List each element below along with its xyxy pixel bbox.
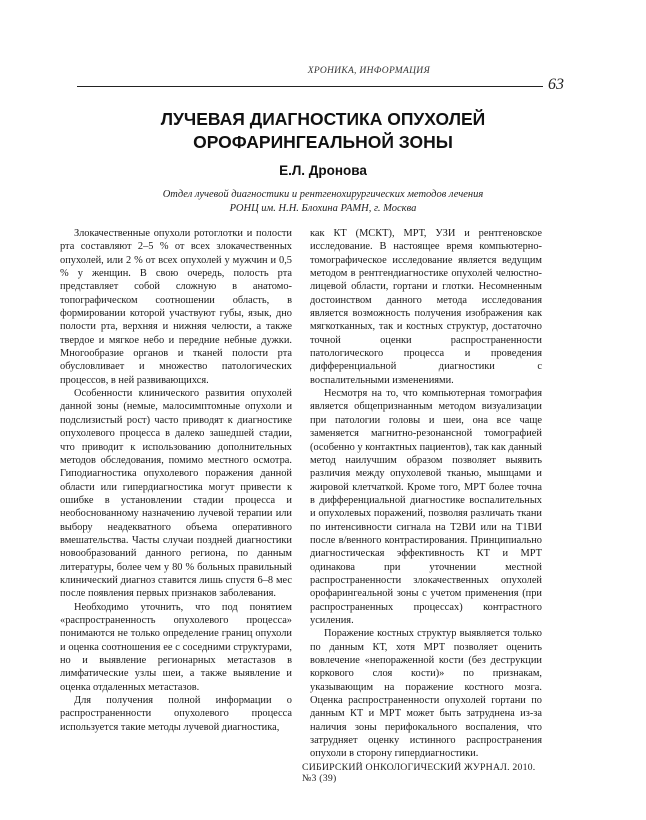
body-paragraph: Особенности клинического развития опухолей данной зоны (немые, малосимптомные опухоли и подслизистый рост) часто приводят к диагностике опухолевого процесса в далеко зашедшей стадии, что приводит к использованию дополнительных методов обследования, помимо местного осмотра. Гиподиагностика опухолевого поражения данной области или гипердиагностика могут привести к ошибке в установлении стадии процесса и необоснованному назначению лучевой терапии или выбору неадекватного объема оперативного вмешательства. Часты случаи поздней диагностики новообразований данного региона, по данным литературы, более чем у 80 % больных правильный клинический диагноз ставится лишь спустя 6–8 мес после появления первых признаков заболевания. [60,388,292,600]
affiliation-line-2: РОНЦ им. Н.Н. Блохина РАМН, г. Москва [229,202,417,214]
author: Е.Л. Дронова [279,163,367,178]
left-column [60,227,292,734]
affiliation [0,188,646,215]
body-paragraph: Несмотря на то, что компьютерная томография является общепризнанным методом визуализации при патологии головы и шеи, она все чаще заменяется магнитно-резонансной томографией (особенно у контактных пациентов), так как данный метод наилучшим образом позволяет выявить различия между опухолевой тканью, мышцами и жировой клетчаткой. Кроме того, МРТ более точна в дифференциальной диагностике воспалительных и опухолевых поражений, позволяя различать ткани по интенсивности сигнала на Т2ВИ или на Т1ВИ после в/венного контрастирования. Принципиально диагностическая эффективность КТ и МРТ одинакова при уточнении местной распространенности злокачественных опухолей орофарингеальной зоны с учетом применения (при распространенных процессах) контрастного усиления. [310,388,542,626]
right-column [310,227,542,761]
body-paragraph: Злокачественные опухоли ротоглотки и полости рта составляют 2–5 % от всех злокачественных опухолей, или 2 % от всех опухолей у мужчин и 0,5 % у женщин. В свою очередь, полость рта представляет собой сложную в анатомо-топографическом соотношении область, в формировании которой участвуют губы, язык, дно полости рта, верхняя и нижняя челюсти, а также твердое и мягкое небо и передние небные дужки. Многообразие органов и тканей полости рта обусловливает и множество патологических процессов, в ней развивающихся. [60,228,292,386]
article-title-line-2: ОРОФАРИНГЕАЛЬНОЙ ЗОНЫ [193,132,453,152]
body-paragraph: Поражение костных структур выявляется только по данным КТ, хотя МРТ позволяет оценить вовлечение «непораженной кости (без деструкции коркового слоя кости)» по признакам, указывающим на поражение костного мозга. Оценка распространенности опухолей гортани по данным КТ и МРТ может быть затруднена из-за наличия зоны перифокального воспаления, что затрудняет оценку истинного распространения опухоли в сторону гипердиагностики. [310,628,542,760]
body-paragraph-continued: как КТ (МСКТ), МРТ, УЗИ и рентгеновское исследование. В настоящее время компьютерно-томографическое исследование является ведущим методом в рентгендиагностике опухолей челюстно-лицевой области, гортани и глотки. Несомненным достоинством данного метода исследования является возможность получения изображения как мягкотканных, так и костных структур, достаточно точной оценки распространенности патологического процесса и проведения дифференциальной диагностики с воспалительными изменениями. [310,228,542,386]
header-rule [77,86,543,87]
journal-footer: СИБИРСКИЙ ОНКОЛОГИЧЕСКИЙ ЖУРНАЛ. 2010. №3 (39) [302,762,536,784]
article-title [60,108,586,154]
running-header: ХРОНИКА, ИНФОРМАЦИЯ [307,66,430,76]
affiliation-line-1: Отдел лучевой диагностики и рентгенохирургических методов лечения [162,189,484,200]
page-number: 63 [548,76,564,93]
body-paragraph: Необходимо уточнить, что под понятием «распространенность опухолевого процесса» понимаются не только определение границ опухоли и оценка соотношения ее с соседними структурами, но и выявление регионарных метастазов в лимфатические узлы шеи, а также выявление и оценка отдаленных метастазов. [60,601,292,693]
body-paragraph: Для получения полной информации о распространенности опухолевого процесса используется такие методы лучевой диагностика, [60,695,292,733]
article-title-line-1: ЛУЧЕВАЯ ДИАГНОСТИКА ОПУХОЛЕЙ [160,109,486,129]
